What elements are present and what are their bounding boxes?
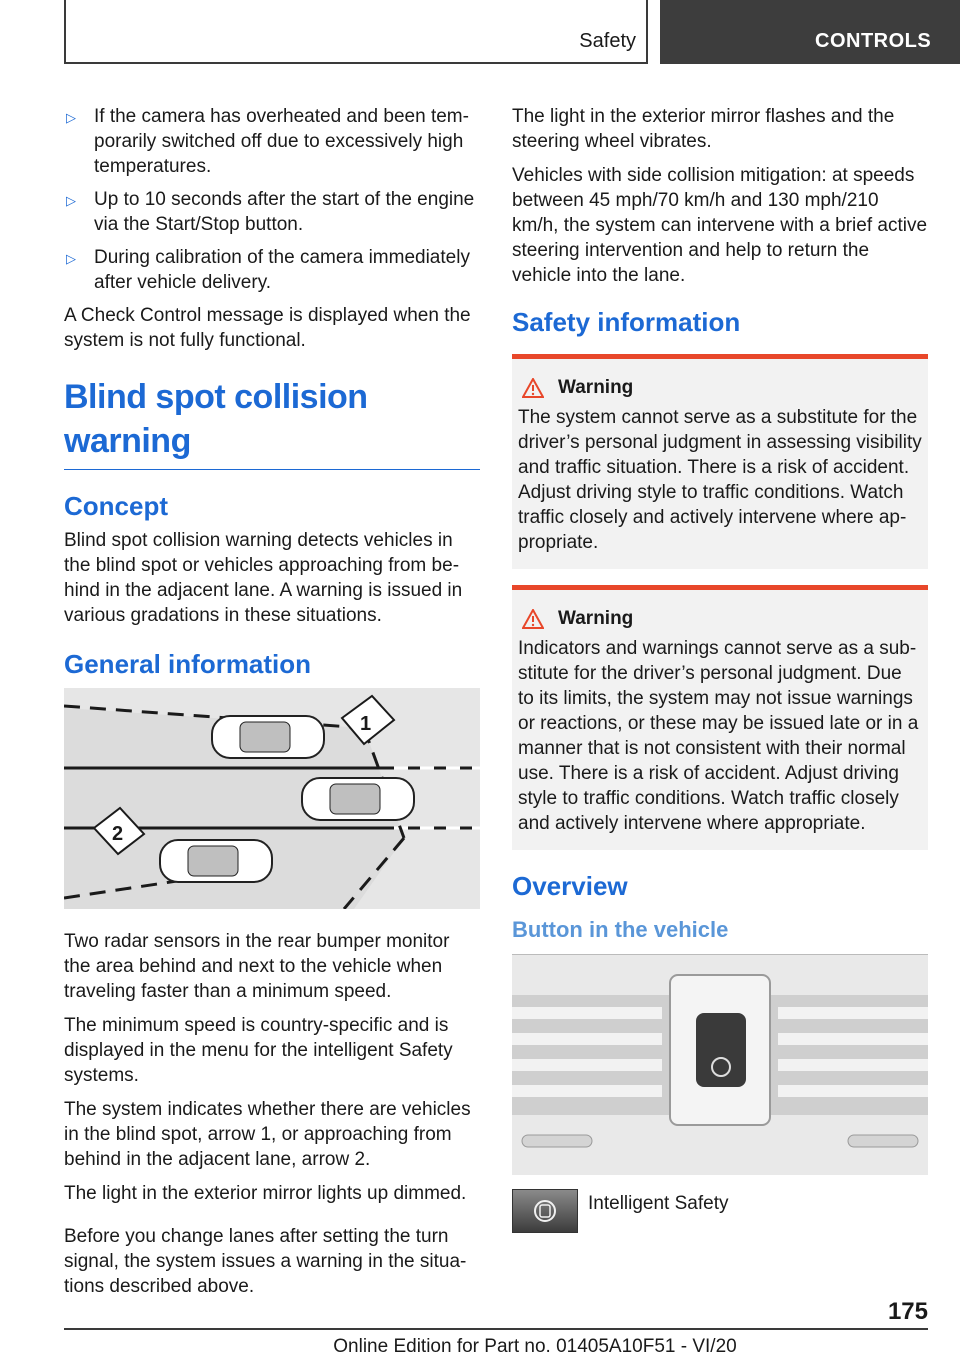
check-control-text: A Check Control message is displayed when the system is not fully functional. — [64, 305, 471, 351]
legend-label: Intelligent Safety — [588, 1193, 729, 1214]
intelligent-safety-icon — [512, 1189, 578, 1233]
bullet-triangle-icon: ▷ — [66, 110, 76, 125]
car-top — [212, 716, 324, 758]
overview-heading: Overview — [512, 871, 628, 901]
warning-box — [512, 585, 928, 850]
left-column — [64, 104, 480, 1308]
list-item: ▷ If the camera has overheated and been temporarily switched off due to excessively high temperatures. — [66, 106, 469, 177]
button-legend — [512, 1189, 928, 1233]
blind-spot-diagram — [64, 688, 480, 909]
blind-spot-illustration — [64, 688, 480, 909]
list-item: ▷ Up to 10 seconds after the start of the engine via the Start/Stop button. — [66, 189, 475, 235]
header-chapter-tab — [660, 0, 960, 64]
concept-heading: Concept — [64, 491, 168, 521]
header-frame — [64, 0, 648, 64]
warning-box — [512, 354, 928, 569]
paragraph: Two radar sensors in the rear bumper monitor the area behind and next to the vehicle when traveling faster than a minimum speed. — [64, 931, 450, 1002]
paragraph: The light in the exterior mirror lights up dimmed. — [64, 1183, 467, 1204]
warning-text: The system cannot serve as a substitute for the driver’s personal judgment in assessing visibility and traffic situation. There is a risk of accident. Adjust driving style to traffic conditions. Watch traffic closely and actively intervene where appropriate. — [518, 407, 922, 553]
warning-label: Warning — [558, 377, 634, 398]
header-chapter: CONTROLS — [815, 30, 932, 52]
concept-text: Blind spot collision warning detects vehicles in the blind spot or vehicles approaching from behind in the adjacent lane. A warning is issued in various gradations in these situations. — [64, 530, 463, 626]
warning-label: Warning — [558, 608, 634, 629]
paragraph: The light in the exterior mirror flashes and the steering wheel vibrates. — [512, 106, 895, 152]
condition-list — [64, 104, 480, 295]
page-title: Blind spot collision warning — [64, 375, 480, 470]
safety-info-heading: Safety information — [512, 307, 741, 337]
car-middle — [302, 778, 414, 820]
console-vent-image — [512, 955, 928, 1175]
page-number: 175 — [887, 1298, 928, 1325]
button-heading: Button in the vehicle — [512, 917, 729, 942]
list-item: ▷ During calibration of the camera immediately after vehicle delivery. — [66, 247, 470, 293]
bullet-triangle-icon: ▷ — [66, 193, 76, 208]
paragraph: Before you change lanes after setting the turn signal, the system issues a warning in the situations described above. — [64, 1226, 467, 1297]
general-info-heading: General information — [64, 649, 312, 679]
arrow-2-label: 2 — [112, 823, 124, 845]
warning-triangle-icon — [522, 378, 544, 398]
paragraph: Vehicles with side collision mitigation: at speeds between 45 mph/70 km/h and 130 mph/210 km/h, the system can intervene with a brief active steering intervention and help to return the vehicle into the lane. — [512, 165, 928, 286]
button-photo — [512, 954, 928, 1175]
paragraph: The minimum speed is country-specific and is displayed in the menu for the intelligent Safety systems. — [64, 1015, 453, 1086]
right-column — [512, 104, 928, 1233]
warning-triangle-icon — [522, 609, 544, 629]
warning-text: Indicators and warnings cannot serve as a substitute for the driver’s personal judgment. Due to its limits, the system may not issue warnings or reactions, or these may be issued late or in a manner that is not consistent with their normal use. There is a risk of accident. Adjust driving style to traffic conditions. Watch traffic closely and actively intervene where appropriate. — [518, 638, 919, 834]
footer-rule — [64, 1328, 928, 1330]
bullet-triangle-icon: ▷ — [66, 251, 76, 266]
footer-edition: Online Edition for Part no. 01405A10F51 - VI/20 — [333, 1336, 737, 1357]
header-section: Safety — [579, 30, 636, 52]
car-bottom — [160, 840, 272, 882]
paragraph: The system indicates whether there are vehicles in the blind spot, arrow 1, or approaching from behind in the adjacent lane, arrow 2. — [64, 1099, 471, 1170]
arrow-1-label: 1 — [360, 713, 372, 735]
